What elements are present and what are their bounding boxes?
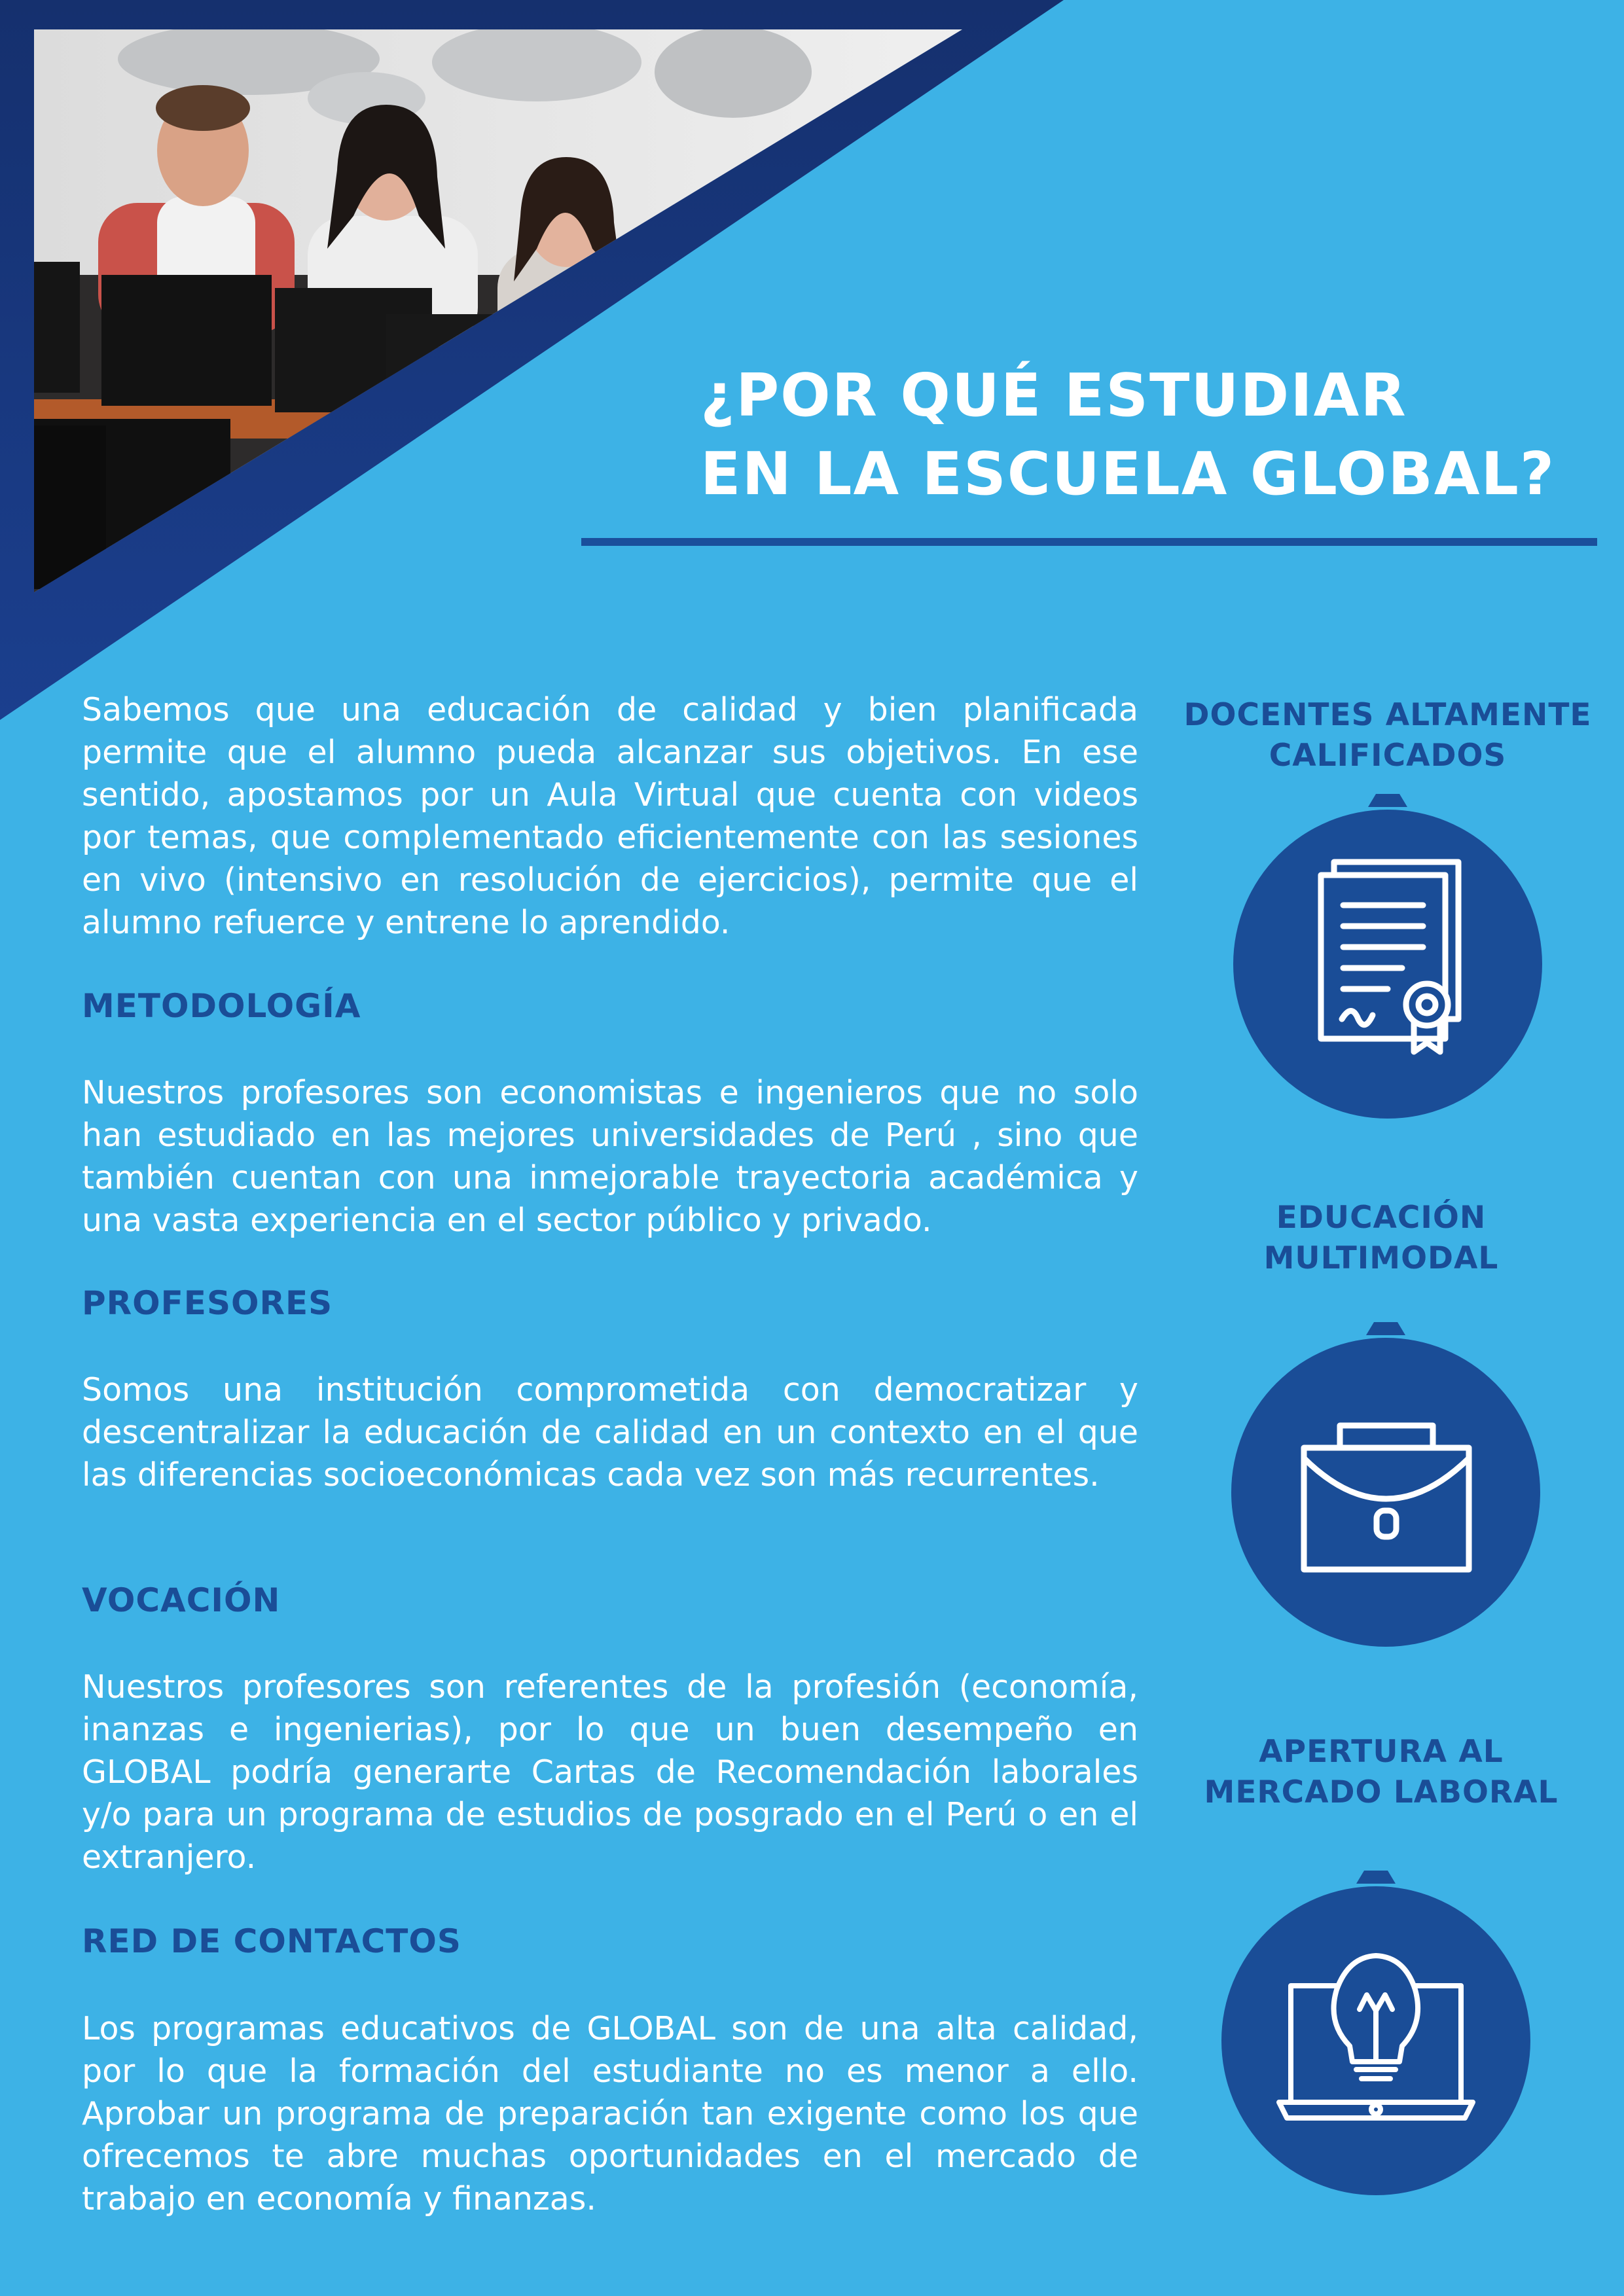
paragraph-profesores: Somos una institución comprometida con democratizar y descentralizar la educación de calidad en un contexto en el que las diferencias socioeconómicas cada vez son más recurrentes. [82, 1371, 1138, 1494]
feature-title-line: MERCADO LABORAL [1204, 1774, 1559, 1810]
feature-badge-educacion [1229, 1317, 1543, 1651]
feature-title-line: DOCENTES ALTAMENTE [1183, 697, 1592, 733]
intro-paragraph: Sabemos que una educación de calidad y bien planificada permite que el alumno pueda alcanzar sus objetivos. En ese sentido, apostamos por un Aula Virtual que cuenta con videos por temas, que complementado eficientemente con las sesiones en vivo (intensivo en resolución de ejercicios), permite que el alumno refuerce y entrene lo aprendido. [82, 691, 1138, 941]
feature-title-apertura [1152, 1732, 1610, 1813]
title-underline [581, 538, 1597, 546]
feature-title-line: APERTURA AL [1259, 1734, 1504, 1770]
paragraph-red-de-contactos: Los programas educativos de GLOBAL son de una alta calidad, por lo que la formación del estudiante no es menor a ello. Aprobar un programa de preparación tan exigente como los que ofrecemos te abre muchas oportunidades en el mercado de trabajo en economía y finanzas. [82, 2010, 1138, 2217]
feature-badge-docentes [1231, 789, 1545, 1122]
paragraph-metodologia: Nuestros profesores son economistas e ingenieros que no solo han estudiado en las mejores universidades de Perú , sino que también cuentan con una inmejorable trayectoria académica y una vasta experiencia en el sector público y privado. [82, 1074, 1138, 1239]
page-title-line-2: EN LA ESCUELA GLOBAL? [700, 440, 1556, 509]
heading-vocacion: VOCACIÓN [82, 1581, 281, 1619]
heading-metodologia: METODOLOGÍA [82, 987, 361, 1025]
feature-title-line: EDUCACIÓN [1276, 1200, 1487, 1236]
feature-title-docentes [1159, 695, 1617, 776]
feature-badge-apertura [1219, 1865, 1533, 2199]
heading-red-de-contactos: RED DE CONTACTOS [82, 1922, 461, 1960]
feature-title-line: MULTIMODAL [1263, 1240, 1499, 1276]
feature-title-educacion [1152, 1198, 1610, 1279]
feature-title-line: CALIFICADOS [1269, 738, 1507, 774]
page-title-line-1: ¿POR QUÉ ESTUDIAR [700, 361, 1407, 430]
paragraph-vocacion: Nuestros profesores son referentes de la profesión (economía, inanzas e ingenierias), por lo que un buen desempeño en GLOBAL podría generarte Cartas de Recomendación laborales y/o para un programa de estudios de posgrado en el Perú o en el extranjero. [82, 1668, 1138, 1876]
heading-profesores: PROFESORES [82, 1284, 333, 1322]
